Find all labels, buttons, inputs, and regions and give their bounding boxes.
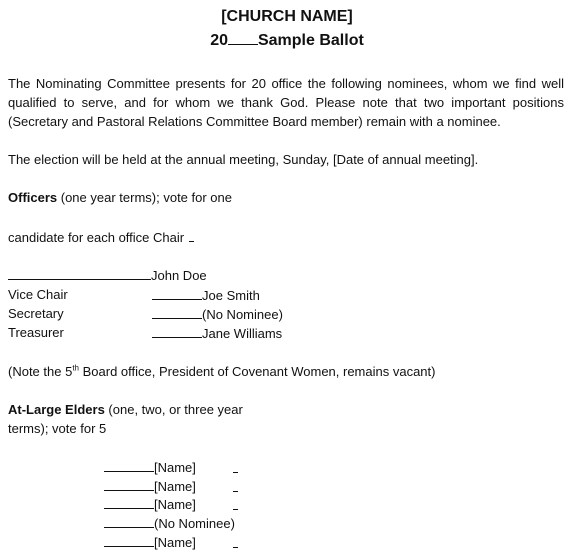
officer-role: Vice Chair xyxy=(8,287,68,302)
elder-row xyxy=(104,496,196,513)
officer-name: Joe Smith xyxy=(202,288,260,303)
officers-instruction xyxy=(8,229,194,246)
officer-role: Secretary xyxy=(8,306,64,321)
elders-heading-line-2: terms); vote for 5 xyxy=(8,421,107,436)
officer-row-vice-chair xyxy=(152,287,260,304)
officer-row-chair xyxy=(8,267,207,284)
officer-blank[interactable] xyxy=(152,287,202,300)
officer-name: (No Nominee) xyxy=(202,307,283,322)
vacancy-note-superscript: th xyxy=(72,363,79,373)
trailing-blank xyxy=(233,509,238,510)
elder-row xyxy=(104,459,196,476)
officer-name: Jane Williams xyxy=(202,326,283,341)
vacancy-note-after: Board office, President of Covenant Women, remains vacant) xyxy=(79,364,436,379)
chair-blank xyxy=(189,229,194,242)
elder-blank[interactable] xyxy=(104,478,154,491)
elder-blank[interactable] xyxy=(104,459,154,472)
officer-name: John Doe xyxy=(151,268,207,283)
elder-name: (No Nominee) xyxy=(154,516,235,531)
officer-blank[interactable] xyxy=(8,267,151,280)
year-blank xyxy=(228,32,258,45)
elder-name: [Name] xyxy=(154,497,196,512)
vacancy-note xyxy=(8,364,435,380)
elder-blank[interactable] xyxy=(104,496,154,509)
election-note: The election will be held at the annual meeting, Sunday, [Date of annual meeting]. xyxy=(8,152,479,167)
officer-blank[interactable] xyxy=(152,325,202,338)
elder-name: [Name] xyxy=(154,460,196,475)
officer-blank[interactable] xyxy=(152,306,202,319)
officers-heading-line xyxy=(8,190,232,206)
trailing-blank xyxy=(233,491,238,492)
elders-heading-rest: (one, two, or three year xyxy=(104,402,243,417)
elder-row xyxy=(104,515,235,532)
officers-heading-rest: (one year terms); vote for one xyxy=(57,190,232,205)
elder-blank[interactable] xyxy=(104,515,154,528)
elder-name: [Name] xyxy=(154,479,196,494)
elder-name: [Name] xyxy=(154,535,196,550)
ballot-title-line xyxy=(0,32,574,50)
elders-heading-line xyxy=(8,402,243,418)
officers-instruction-text: candidate for each office Chair xyxy=(8,230,185,245)
officer-row-secretary xyxy=(152,306,283,323)
officer-role: Treasurer xyxy=(8,325,64,340)
elder-row xyxy=(104,478,196,495)
officer-row-treasurer xyxy=(152,325,282,342)
vacancy-note-before: (Note the 5 xyxy=(8,364,73,379)
intro-paragraph: The Nominating Committee presents for 20 office the following nominees, whom we find well qualified to serve, and for whom we thank God. Please note that two important positions (Secretary and Pastoral Relations Committee Board member) remain with a nominee. xyxy=(8,76,564,129)
officers-heading: Officers xyxy=(8,190,58,205)
ballot-title: Sample Ballot xyxy=(257,32,364,49)
trailing-blank xyxy=(233,472,238,473)
elder-blank[interactable] xyxy=(104,534,154,547)
year-prefix: 20 xyxy=(210,32,228,49)
elder-row xyxy=(104,534,196,551)
elders-heading: At-Large Elders xyxy=(8,402,105,417)
church-name: [CHURCH NAME] xyxy=(221,8,353,25)
trailing-blank xyxy=(233,547,238,548)
